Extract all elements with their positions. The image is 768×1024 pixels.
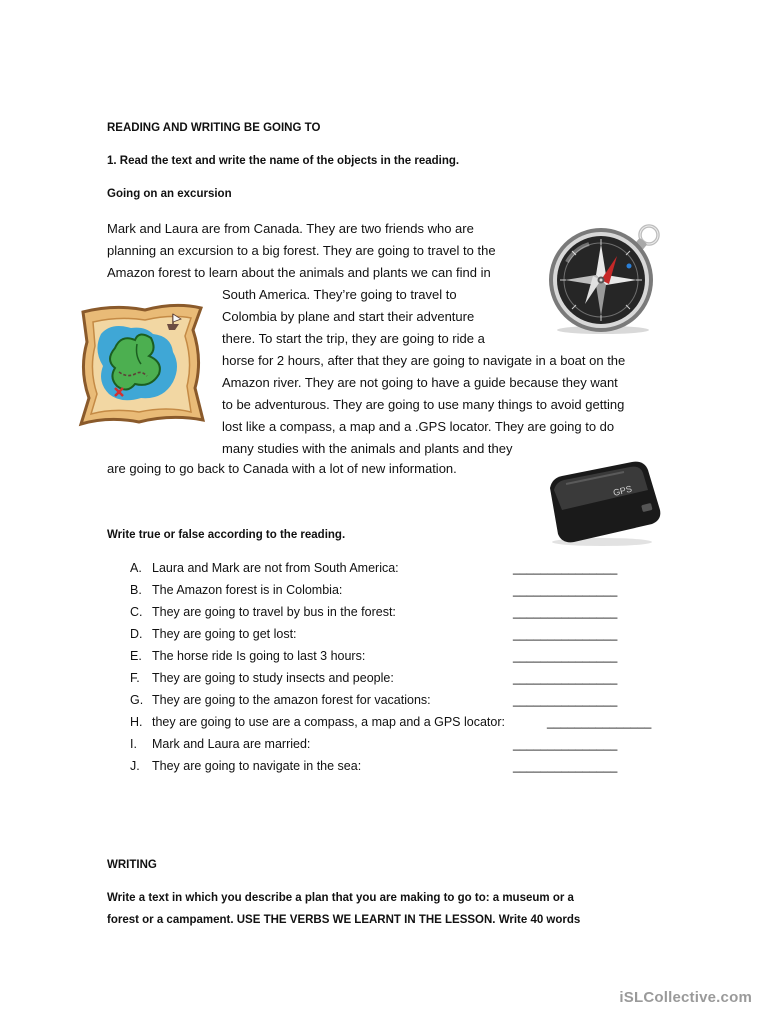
worksheet-title: READING AND WRITING BE GOING TO	[107, 122, 321, 134]
compass-icon	[543, 218, 667, 334]
reading-line-6: there. To start the trip, they are going to ride a	[222, 331, 485, 346]
writing-prompt-line-2: forest or a campament. USE THE VERBS WE LEARNT IN THE LESSON. Write 40 words	[107, 914, 581, 926]
reading-line-8: Amazon river. They are not going to have a guide because they want	[222, 375, 618, 390]
reading-line-12: are going to go back to Canada with a lot of new information.	[107, 461, 457, 476]
answer-blank-d[interactable]: _______________	[513, 627, 618, 641]
question-text: They are going to the amazon forest for vacations:	[152, 693, 431, 707]
question-j	[130, 755, 361, 777]
reading-line-11: many studies with the animals and plants and they	[222, 441, 513, 456]
question-text: The Amazon forest is in Colombia:	[152, 583, 343, 597]
reading-line-2: planning an excursion to a big forest. They are going to travel to the	[107, 243, 496, 258]
question-text: They are going to get lost:	[152, 627, 297, 641]
question-g	[130, 689, 431, 711]
question-letter: I.	[130, 737, 137, 751]
question-text: Laura and Mark are not from South America:	[152, 561, 399, 575]
question-b	[130, 579, 342, 601]
answer-blank-i[interactable]: _______________	[513, 737, 618, 751]
answer-blank-e[interactable]: _______________	[513, 649, 618, 663]
reading-line-5: Colombia by plane and start their adventure	[222, 309, 475, 324]
question-letter: G.	[130, 693, 144, 707]
reading-line-4: South America. They’re going to travel to	[222, 287, 457, 302]
question-letter: A.	[130, 561, 142, 575]
answer-blank-c[interactable]: _______________	[513, 605, 618, 619]
reading-line-3: Amazon forest to learn about the animals and plants we can find in	[107, 265, 491, 280]
question-text: They are going to travel by bus in the forest:	[152, 605, 396, 619]
question-c	[130, 601, 396, 623]
tf-instruction: Write true or false according to the reading.	[107, 529, 346, 541]
gps-device-label: GPS	[612, 483, 633, 498]
answer-blank-j[interactable]: _______________	[513, 759, 618, 773]
reading-line-10: lost like a compass, a map and a .GPS locator. They are going to do	[222, 419, 615, 434]
question-f	[130, 667, 394, 689]
reading-line-7: horse for 2 hours, after that they are going to navigate in a boat on the	[222, 353, 626, 368]
writing-heading: WRITING	[107, 859, 157, 871]
question-e	[130, 645, 365, 667]
question-a	[130, 557, 399, 579]
question-letter: D.	[130, 627, 143, 641]
reading-subtitle: Going on an excursion	[107, 188, 232, 200]
question-text: they are going to use are a compass, a map and a GPS locator:	[152, 715, 505, 729]
answer-blank-a[interactable]: _______________	[513, 561, 618, 575]
gps-locator-icon	[544, 458, 664, 548]
question-letter: F.	[130, 671, 140, 685]
watermark: iSLCollective.com	[619, 989, 752, 1006]
question-text: They are going to navigate in the sea:	[152, 759, 362, 773]
question-letter: C.	[130, 605, 143, 619]
question-d	[130, 623, 297, 645]
question-letter: J.	[130, 759, 140, 773]
question-letter: B.	[130, 583, 142, 597]
treasure-map-icon	[75, 300, 210, 430]
reading-line-1: Mark and Laura are from Canada. They are two friends who are	[107, 221, 474, 236]
answer-blank-g[interactable]: _______________	[513, 693, 618, 707]
question-letter: E.	[130, 649, 142, 663]
question-letter: H.	[130, 715, 143, 729]
answer-blank-b[interactable]: _______________	[513, 583, 618, 597]
question-text: Mark and Laura are married:	[152, 737, 311, 751]
answer-blank-h[interactable]: _______________	[547, 715, 652, 729]
writing-prompt-line-1: Write a text in which you describe a plan that you are making to go to: a museum or a	[107, 892, 574, 904]
instruction: 1. Read the text and write the name of the objects in the reading.	[107, 155, 460, 167]
question-h	[130, 711, 505, 733]
reading-line-9: to be adventurous. They are going to use many things to avoid getting	[222, 397, 625, 412]
question-text: They are going to study insects and people:	[152, 671, 394, 685]
answer-blank-f[interactable]: _______________	[513, 671, 618, 685]
question-i	[130, 733, 310, 755]
question-text: The horse ride Is going to last 3 hours:	[152, 649, 366, 663]
